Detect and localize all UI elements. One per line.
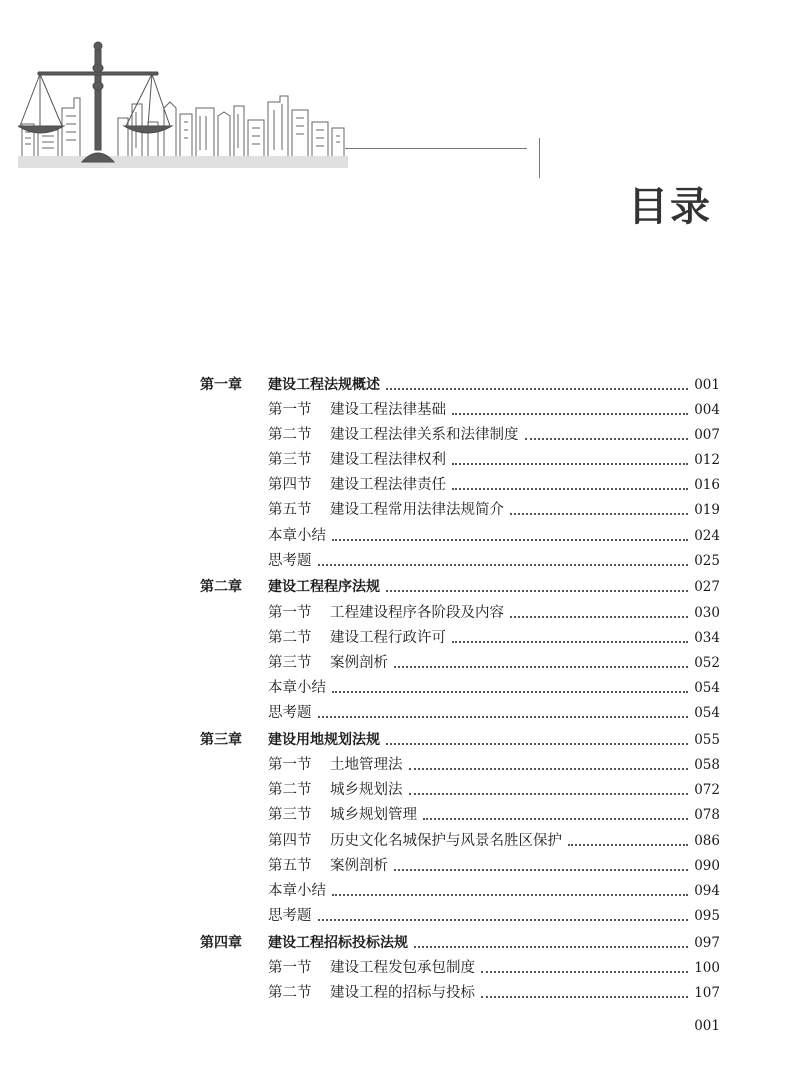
toc-entry-number: 第一章 — [200, 376, 242, 393]
toc-dot-leader — [510, 513, 688, 515]
toc-page-number: 097 — [694, 934, 720, 951]
toc-page-number: 034 — [694, 629, 720, 646]
toc-section-row[interactable] — [200, 469, 720, 494]
toc-page-number: 016 — [694, 477, 720, 494]
toc-dot-leader — [394, 869, 688, 871]
toc-page-number: 107 — [694, 984, 720, 1001]
toc-section-row[interactable] — [200, 494, 720, 519]
toc-entry-number: 第一节 — [268, 604, 312, 621]
toc-section-row[interactable] — [200, 622, 720, 647]
toc-entry-title: 土地管理法 — [330, 756, 403, 773]
toc-entry-title: 案例剖析 — [330, 857, 388, 874]
toc-section-row[interactable] — [200, 647, 720, 672]
toc-entry-title: 建设工程法律权利 — [330, 452, 446, 469]
toc-entry-title: 建设工程法律基础 — [330, 401, 446, 418]
toc-section-row[interactable] — [200, 977, 720, 1002]
toc-page-number: 095 — [694, 908, 720, 925]
toc-entry-title: 本章小结 — [268, 680, 326, 697]
toc-dot-leader — [318, 919, 689, 921]
toc-entry-title: 建设工程招标投标法规 — [268, 934, 408, 951]
toc-entry-number: 第四章 — [200, 934, 242, 951]
toc-entry-number: 第二节 — [268, 782, 312, 799]
toc-section-row[interactable] — [200, 419, 720, 444]
toc-entry-title: 建设工程发包承包制度 — [330, 959, 475, 976]
toc-page-number: 004 — [694, 401, 720, 418]
toc-section-row[interactable] — [200, 545, 720, 570]
toc-dot-leader — [510, 616, 688, 618]
toc-entry-number: 第三节 — [268, 452, 312, 469]
toc-dot-leader — [452, 463, 688, 465]
toc-dot-leader — [409, 793, 689, 795]
toc-section-row[interactable] — [200, 444, 720, 469]
toc-dot-leader — [481, 971, 688, 973]
toc-page-number: 024 — [694, 527, 720, 544]
toc-section-row[interactable] — [200, 672, 720, 697]
toc-page-number: 027 — [694, 579, 720, 596]
toc-entry-title: 历史文化名城保护与风景名胜区保护 — [330, 832, 562, 849]
toc-dot-leader — [525, 438, 689, 440]
toc-section-row[interactable] — [200, 394, 720, 419]
toc-entry-number: 第二节 — [268, 426, 312, 443]
header-rule — [345, 148, 527, 149]
toc-section-row[interactable] — [200, 774, 720, 799]
toc-dot-leader — [414, 946, 688, 948]
page-number: 001 — [694, 1018, 720, 1034]
toc-entry-title: 建设工程的招标与投标 — [330, 984, 475, 1001]
scales-of-justice-city-emblem — [18, 38, 348, 168]
toc-entry-title: 建设用地规划法规 — [268, 731, 380, 748]
toc-entry-title: 建设工程常用法律法规简介 — [330, 502, 504, 519]
toc-entry-title: 建设工程法律责任 — [330, 477, 446, 494]
toc-dot-leader — [452, 641, 688, 643]
toc-entry-title: 本章小结 — [268, 527, 326, 544]
toc-entry-number: 第三节 — [268, 654, 312, 671]
toc-dot-leader — [452, 413, 688, 415]
toc-page-number: 090 — [694, 857, 720, 874]
toc-entry-number: 第一节 — [268, 756, 312, 773]
table-of-contents — [200, 367, 720, 1002]
toc-section-row[interactable] — [200, 952, 720, 977]
toc-page-number: 019 — [694, 502, 720, 519]
toc-page-number: 094 — [694, 882, 720, 899]
toc-page-number: 054 — [694, 680, 720, 697]
toc-dot-leader — [318, 716, 689, 718]
toc-section-row[interactable] — [200, 596, 720, 621]
toc-dot-leader — [409, 768, 689, 770]
toc-chapter-row[interactable] — [200, 722, 720, 749]
toc-section-row[interactable] — [200, 697, 720, 722]
toc-dot-leader — [452, 488, 688, 490]
toc-section-row[interactable] — [200, 850, 720, 875]
toc-page-number: 055 — [694, 731, 720, 748]
toc-entry-title: 城乡规划法 — [330, 782, 403, 799]
toc-entry-number: 第一节 — [268, 959, 312, 976]
toc-page-number: 072 — [694, 782, 720, 799]
toc-entry-title: 思考题 — [268, 908, 312, 925]
toc-entry-title: 建设工程程序法规 — [268, 579, 380, 596]
toc-entry-title: 建设工程行政许可 — [330, 629, 446, 646]
toc-chapter-row[interactable] — [200, 925, 720, 952]
toc-page-number: 058 — [694, 756, 720, 773]
toc-page-number: 052 — [694, 654, 720, 671]
toc-entry-title: 思考题 — [268, 552, 312, 569]
toc-dot-leader — [332, 691, 688, 693]
page-title: 目录 — [628, 184, 712, 230]
toc-entry-number: 第二节 — [268, 984, 312, 1001]
toc-dot-leader — [481, 996, 688, 998]
toc-page-number: 025 — [694, 552, 720, 569]
toc-page-number: 007 — [694, 426, 720, 443]
toc-dot-leader — [318, 564, 689, 566]
toc-dot-leader — [386, 743, 688, 745]
toc-dot-leader — [386, 590, 688, 592]
toc-chapter-row[interactable] — [200, 367, 720, 394]
toc-section-row[interactable] — [200, 749, 720, 774]
toc-dot-leader — [332, 539, 688, 541]
toc-entry-title: 案例剖析 — [330, 654, 388, 671]
toc-page-number: 030 — [694, 604, 720, 621]
toc-page-number: 086 — [694, 832, 720, 849]
toc-page-number: 001 — [694, 376, 720, 393]
toc-entry-number: 第三节 — [268, 807, 312, 824]
toc-entry-title: 工程建设程序各阶段及内容 — [330, 604, 504, 621]
toc-dot-leader — [568, 844, 688, 846]
toc-dot-leader — [386, 388, 688, 390]
toc-chapter-row[interactable] — [200, 570, 720, 597]
toc-page-number: 100 — [694, 959, 720, 976]
toc-page-number: 012 — [694, 452, 720, 469]
toc-section-row[interactable] — [200, 824, 720, 849]
toc-section-row[interactable] — [200, 799, 720, 824]
toc-entry-title: 建设工程法规概述 — [268, 376, 380, 393]
header-vertical-rule — [539, 138, 540, 178]
toc-section-row[interactable] — [200, 875, 720, 900]
toc-entry-number: 第一节 — [268, 401, 312, 418]
toc-dot-leader — [332, 894, 688, 896]
toc-entry-title: 建设工程法律关系和法律制度 — [330, 426, 519, 443]
toc-entry-number: 第五节 — [268, 502, 312, 519]
toc-entry-number: 第四节 — [268, 477, 312, 494]
toc-entry-number: 第二节 — [268, 629, 312, 646]
toc-entry-title: 本章小结 — [268, 882, 326, 899]
toc-page-number: 054 — [694, 705, 720, 722]
toc-entry-title: 思考题 — [268, 705, 312, 722]
toc-section-row[interactable] — [200, 900, 720, 925]
toc-entry-number: 第三章 — [200, 731, 242, 748]
toc-entry-number: 第二章 — [200, 579, 242, 596]
toc-page-number: 078 — [694, 807, 720, 824]
toc-entry-number: 第五节 — [268, 857, 312, 874]
toc-entry-title: 城乡规划管理 — [330, 807, 417, 824]
toc-entry-number: 第四节 — [268, 832, 312, 849]
toc-section-row[interactable] — [200, 519, 720, 544]
toc-dot-leader — [394, 666, 688, 668]
toc-dot-leader — [423, 818, 688, 820]
